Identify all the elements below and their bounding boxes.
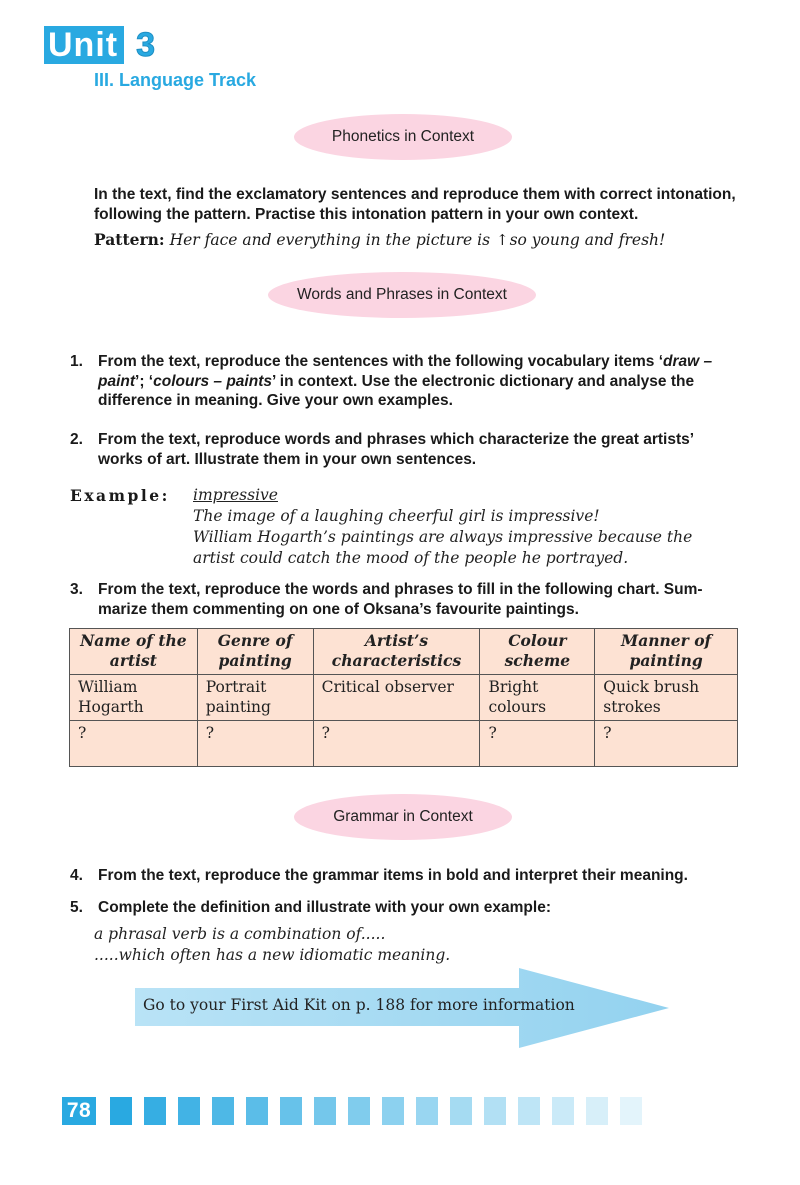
table-cell[interactable]: ? bbox=[197, 721, 313, 767]
table-header: Colour scheme bbox=[480, 629, 595, 675]
rising-intonation-icon: ↑ bbox=[496, 231, 509, 249]
intro-instruction: In the text, find the exclamatory sentences and reproduce them with correct intonation, following the pattern. Practise this intonation pattern in your own context. bbox=[94, 186, 736, 223]
strip-square bbox=[484, 1097, 506, 1125]
definition-line: .....which often has a new idiomatic meaning. bbox=[94, 946, 451, 964]
strip-square bbox=[246, 1097, 268, 1125]
task-1 bbox=[70, 352, 742, 411]
task-5 bbox=[70, 898, 742, 918]
strip-square bbox=[280, 1097, 302, 1125]
unit-word: Unit bbox=[44, 26, 124, 64]
words-pill bbox=[268, 272, 536, 318]
pattern-text-before: Her face and everything in the picture is bbox=[169, 231, 495, 249]
task-number: 2. bbox=[70, 431, 83, 448]
unit-badge bbox=[44, 26, 156, 64]
decorative-strip bbox=[110, 1097, 642, 1125]
page-number: 78 bbox=[62, 1097, 96, 1125]
strip-square bbox=[212, 1097, 234, 1125]
words-pill-label: Words and Phrases in Context bbox=[297, 286, 507, 303]
strip-square bbox=[314, 1097, 336, 1125]
task-text-part: ’; ‘ bbox=[135, 372, 154, 390]
task-4 bbox=[70, 866, 742, 886]
table-cell[interactable]: ? bbox=[313, 721, 480, 767]
grammar-pill bbox=[294, 794, 512, 840]
table-cell: Portrait painting bbox=[197, 675, 313, 721]
table-cell[interactable]: ? bbox=[480, 721, 595, 767]
strip-square bbox=[382, 1097, 404, 1125]
table-cell: Quick brush strokes bbox=[595, 675, 738, 721]
phrasal-verb-definition bbox=[94, 924, 450, 966]
vocab-item: colours – paints bbox=[153, 372, 272, 390]
table-cell[interactable]: ? bbox=[70, 721, 198, 767]
table-row bbox=[70, 721, 738, 767]
task-text-part: ’ in context. Use the electronic dictionary and analyse the difference in meaning. Give your own examples. bbox=[98, 372, 695, 409]
task-text-part: From the text, reproduce the sentences with the following vocabulary items ‘ bbox=[98, 353, 664, 370]
example-lines bbox=[193, 485, 753, 569]
table-row bbox=[70, 675, 738, 721]
pattern-text-after: so young and fresh! bbox=[509, 231, 666, 249]
table-cell: Critical observer bbox=[313, 675, 480, 721]
task-text: From the text, reproduce the words and phrases to fill in the following chart. Summarize them commenting on one of Oksana’s favourite paintings. bbox=[98, 581, 703, 618]
table-cell: William Hogarth bbox=[70, 675, 198, 721]
task-text: Complete the definition and illustrate with your own example: bbox=[98, 899, 551, 916]
pattern-label: Pattern: bbox=[94, 230, 165, 249]
task-number: 3. bbox=[70, 581, 83, 598]
table-header: Artist’s characteristics bbox=[313, 629, 480, 675]
example-line: The image of a laughing cheerful girl is impressive! bbox=[193, 507, 600, 525]
strip-square bbox=[144, 1097, 166, 1125]
example-label: Example: bbox=[70, 486, 170, 505]
intonation-pattern bbox=[94, 230, 665, 249]
table-cell: Bright colours bbox=[480, 675, 595, 721]
strip-square bbox=[416, 1097, 438, 1125]
strip-square bbox=[620, 1097, 642, 1125]
banner-text: Go to your First Aid Kit on p. 188 for more information bbox=[143, 996, 575, 1014]
task-text: From the text, reproduce words and phrases which characterize the great artists’ works of art. Illustrate them in your own sentences. bbox=[98, 431, 694, 468]
task-number: 1. bbox=[70, 353, 83, 370]
table-header: Genre of painting bbox=[197, 629, 313, 675]
strip-square bbox=[450, 1097, 472, 1125]
task-number: 4. bbox=[70, 867, 83, 884]
phonetics-pill-label: Phonetics in Context bbox=[331, 128, 475, 145]
strip-square bbox=[552, 1097, 574, 1125]
example-line: artist could catch the mood of the people he portrayed. bbox=[193, 549, 629, 567]
table-header-row bbox=[70, 629, 738, 675]
task-2 bbox=[70, 430, 742, 469]
task-3 bbox=[70, 580, 742, 619]
definition-line: a phrasal verb is a combination of..... bbox=[94, 925, 386, 943]
example-word: impressive bbox=[193, 486, 278, 504]
strip-square bbox=[178, 1097, 200, 1125]
task-text: From the text, reproduce the grammar items in bold and interpret their meaning. bbox=[98, 867, 688, 884]
grammar-pill-label: Grammar in Context bbox=[333, 808, 473, 825]
strip-square bbox=[586, 1097, 608, 1125]
phonetics-pill bbox=[294, 114, 512, 160]
task-text bbox=[98, 352, 742, 411]
first-aid-kit-banner[interactable] bbox=[135, 968, 675, 1048]
strip-square bbox=[518, 1097, 540, 1125]
vocab-item: draw – paint bbox=[98, 353, 713, 390]
table-header: Manner of painting bbox=[595, 629, 738, 675]
artist-chart bbox=[69, 628, 738, 767]
strip-square bbox=[110, 1097, 132, 1125]
strip-square bbox=[348, 1097, 370, 1125]
unit-number: 3 bbox=[136, 25, 157, 64]
table-cell[interactable]: ? bbox=[595, 721, 738, 767]
table-header: Name of the artist bbox=[70, 629, 198, 675]
example-line: William Hogarth’s paintings are always impressive because the bbox=[193, 528, 693, 546]
section-title: III. Language Track bbox=[94, 70, 257, 90]
task-number: 5. bbox=[70, 899, 83, 916]
